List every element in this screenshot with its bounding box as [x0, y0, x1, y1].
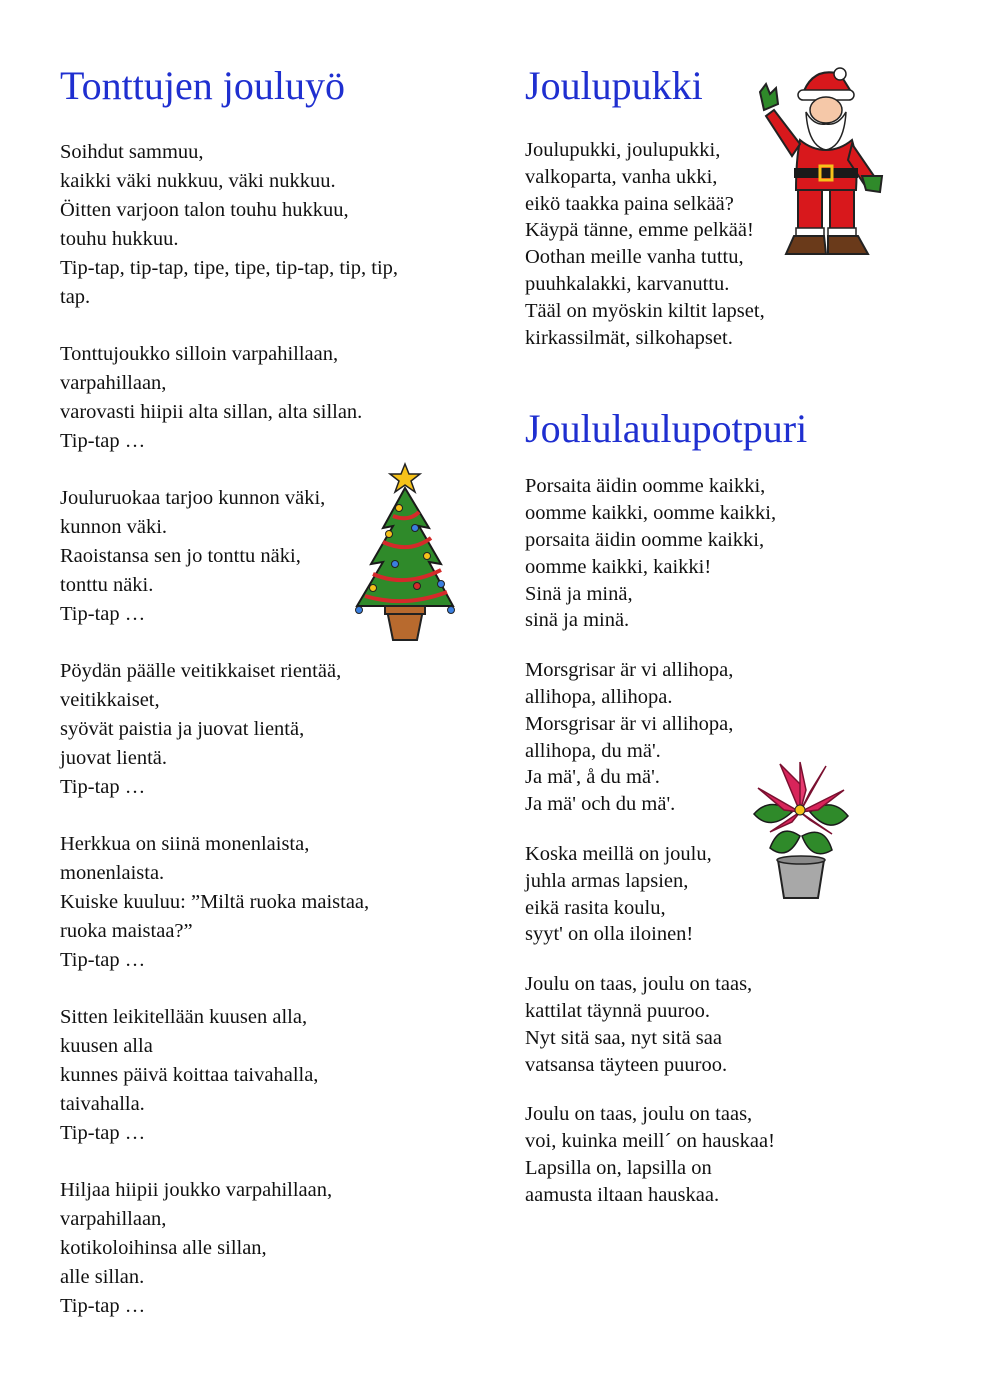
- lyric-line: sinä ja minä.: [525, 609, 630, 632]
- lyric-line: Tip-tap, tip-tap, tipe, tipe, tip-tap, tip, tip,: [60, 257, 399, 279]
- lyric-line: kunnes päivä koittaa taivahalla,: [60, 1064, 319, 1086]
- stanza: [60, 138, 480, 312]
- lyric-line: kotikoloihinsa alle sillan,: [60, 1237, 267, 1259]
- lyric-line: Tääl on myöskin kiltit lapset,: [525, 299, 765, 322]
- lyric-line: Kuiske kuuluu: ”Miltä ruoka maistaa,: [60, 891, 370, 913]
- lyric-line: varpahillaan,: [60, 372, 167, 394]
- lyric-line: juovat lientä.: [60, 747, 168, 769]
- lyric-line: alle sillan.: [60, 1266, 145, 1288]
- lyric-line: Öitten varjoon talon touhu hukkuu,: [60, 199, 349, 221]
- lyric-line: taivahalla.: [60, 1093, 145, 1115]
- stanza: [525, 473, 945, 634]
- song-title-joululaulupotpuri: Joululaulupotpuri: [525, 406, 808, 452]
- lyric-line: allihopa, du mä'.: [525, 739, 661, 762]
- lyric-line: allihopa, allihopa.: [525, 685, 673, 708]
- lyric-line: Tonttujoukko silloin varpahillaan,: [60, 343, 339, 365]
- lyric-line: porsaita äidin oomme kaikki,: [525, 528, 765, 551]
- santa-claus-icon: [756, 64, 886, 260]
- lyric-line: syyt' on olla iloinen!: [525, 923, 694, 946]
- lyric-line: Sinä ja minä,: [525, 582, 633, 605]
- lyric-line: Joulupukki, joulupukki,: [525, 139, 721, 161]
- lyric-line: Herkkua on siinä monenlaista,: [60, 833, 310, 855]
- lyric-line: Joulu on taas, joulu on taas,: [525, 973, 753, 996]
- lyric-line: oomme kaikki, oomme kaikki,: [525, 502, 777, 525]
- lyric-line: Tip-tap …: [60, 603, 146, 625]
- lyric-line: Ja mä', å du mä'.: [525, 766, 660, 789]
- stanza: [60, 340, 480, 456]
- poinsettia-icon: [740, 752, 862, 904]
- lyric-line: kaikki väki nukkuu, väki nukkuu.: [60, 170, 336, 192]
- lyric-line: Oothan meille vanha tuttu,: [525, 246, 744, 269]
- lyric-line: monenlaista.: [60, 862, 165, 884]
- lyric-line: Morsgrisar är vi allihopa,: [525, 712, 734, 735]
- lyric-line: eikä rasita koulu,: [525, 896, 666, 919]
- lyric-line: aamusta iltaan hauskaa.: [525, 1183, 720, 1206]
- lyric-line: kirkassilmät, silkohapset.: [525, 326, 733, 349]
- lyric-line: kattilat täynnä puuroo.: [525, 999, 711, 1022]
- lyric-line: Lapsilla on, lapsilla on: [525, 1156, 712, 1179]
- lyric-line: veitikkaiset,: [60, 689, 160, 711]
- lyric-line: Koska meillä on joulu,: [525, 842, 712, 865]
- lyric-line: Tip-tap …: [60, 949, 146, 971]
- potpuri-lyrics: [525, 473, 945, 1208]
- lyric-line: Ja mä' och du mä'.: [525, 793, 676, 816]
- lyric-line: vatsansa täyteen puuroo.: [525, 1053, 728, 1076]
- lyric-line: Tip-tap …: [60, 1295, 146, 1317]
- lyric-line: Sitten leikitellään kuusen alla,: [60, 1006, 308, 1028]
- left-song-lyrics: [60, 138, 480, 1321]
- lyric-line: syövät paistia ja juovat lientä,: [60, 718, 305, 740]
- lyric-line: Nyt sitä saa, nyt sitä saa: [525, 1026, 722, 1049]
- lyric-line: juhla armas lapsien,: [525, 869, 689, 892]
- lyric-line: varovasti hiipii alta sillan, alta sillan.: [60, 401, 363, 423]
- stanza: [525, 971, 945, 1078]
- lyric-line: kunnon väki.: [60, 516, 168, 538]
- lyric-line: Pöydän päälle veitikkaiset rientää,: [60, 660, 342, 682]
- lyric-line: kuusen alla: [60, 1035, 153, 1057]
- lyric-line: ruoka maistaa?”: [60, 920, 193, 942]
- stanza: [60, 830, 480, 975]
- lyric-line: Tip-tap …: [60, 430, 146, 452]
- lyric-line: Hiljaa hiipii joukko varpahillaan,: [60, 1179, 333, 1201]
- stanza: [60, 1003, 480, 1148]
- lyric-line: puuhkalakki, karvanuttu.: [525, 272, 730, 295]
- lyric-line: Raoistansa sen jo tonttu näki,: [60, 545, 301, 567]
- lyric-line: oomme kaikki, kaikki!: [525, 555, 712, 578]
- left-column: [60, 62, 480, 1321]
- lyric-line: Tip-tap …: [60, 776, 146, 798]
- lyric-line: tonttu näki.: [60, 574, 154, 596]
- stanza: [525, 657, 945, 818]
- lyric-line: Morsgrisar är vi allihopa,: [525, 659, 734, 682]
- christmas-tree-icon: [343, 460, 469, 645]
- stanza: [525, 841, 945, 948]
- lyric-line: Joulu on taas, joulu on taas,: [525, 1103, 753, 1126]
- lyric-line: tap.: [60, 286, 91, 308]
- lyric-line: Porsaita äidin oomme kaikki,: [525, 475, 766, 498]
- lyric-line: touhu hukkuu.: [60, 228, 179, 250]
- lyric-line: eikö taakka paina selkää?: [525, 192, 734, 215]
- lyric-line: Käypä tänne, emme pelkää!: [525, 219, 754, 242]
- lyric-line: Jouluruokaa tarjoo kunnon väki,: [60, 487, 326, 509]
- lyric-line: voi, kuinka meill´ on hauskaa!: [525, 1130, 775, 1153]
- lyric-line: valkoparta, vanha ukki,: [525, 165, 718, 188]
- lyric-line: varpahillaan,: [60, 1208, 167, 1230]
- lyric-line: Tip-tap …: [60, 1122, 146, 1144]
- stanza: [525, 1101, 945, 1208]
- song-title-tonttujen-jouluyo: Tonttujen jouluyö: [60, 63, 345, 108]
- lyric-line: Soihdut sammuu,: [60, 141, 204, 163]
- song-title-joulupukki: Joulupukki: [525, 63, 703, 108]
- stanza: [60, 657, 480, 802]
- stanza: [60, 1176, 480, 1321]
